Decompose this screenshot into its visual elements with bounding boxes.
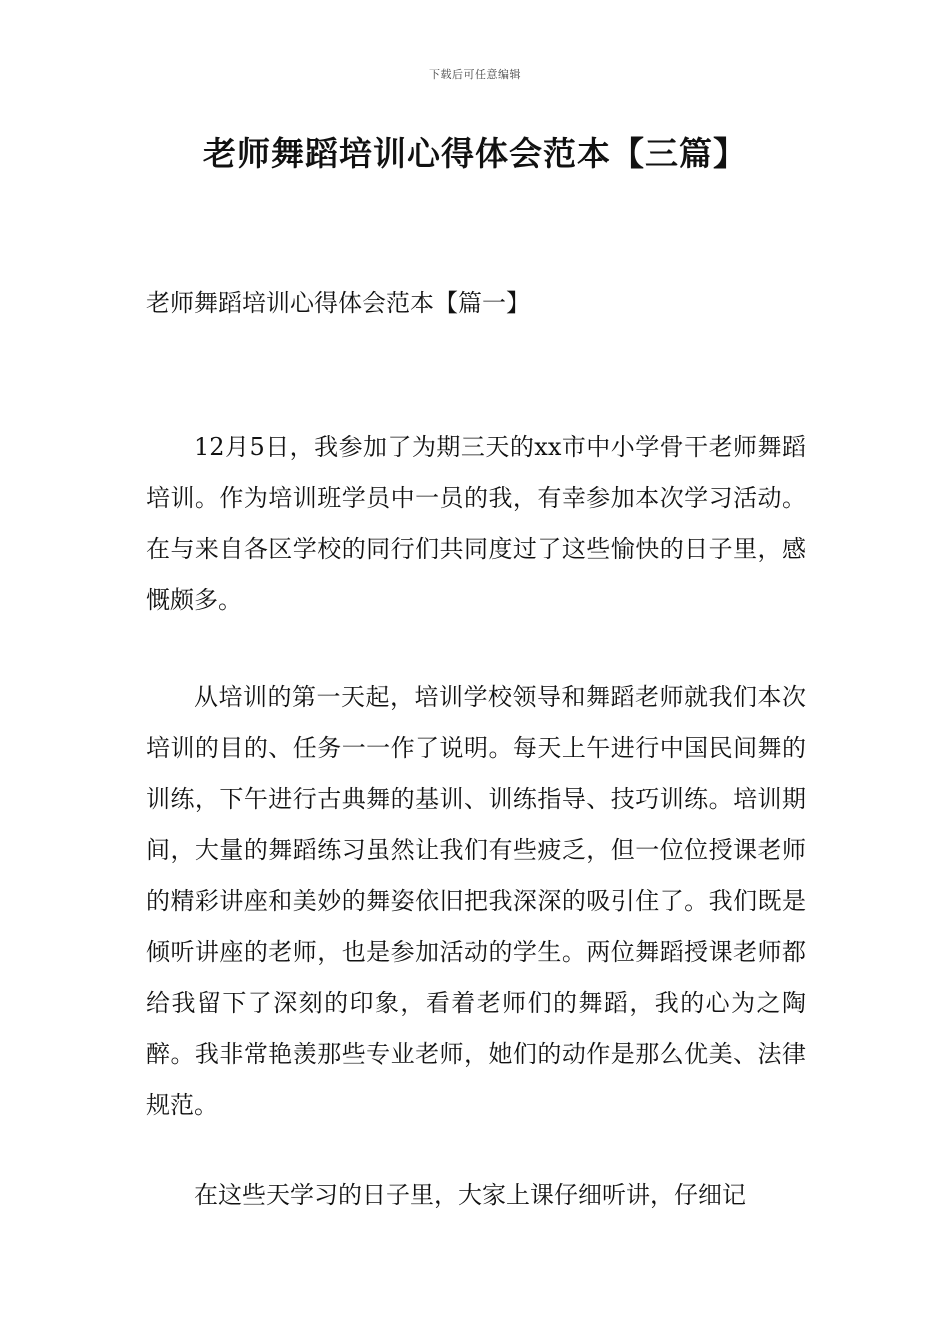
body-paragraph: 在这些天学习的日子里，大家上课仔细听讲，仔细记: [194, 1181, 746, 1209]
section-heading: 老师舞蹈培训心得体会范本【篇一】: [146, 289, 530, 317]
body-paragraph: 从培训的第一天起，培训学校领导和舞蹈老师就我们本次培训的目的、任务一一作了说明。每天上午进行中国民间舞的训练，下午进行古典舞的基训、训练指导、技巧训练。培训期间，大量的舞蹈练习虽然让我们有些疲乏，但一位位授课老师的精彩讲座和美妙的舞姿依旧把我深深的吸引住了。我们既是倾听讲座的老师，也是参加活动的学生。两位舞蹈授课老师都给我留下了深刻的印象，看着老师们的舞蹈，我的心为之陶醉。我非常艳羡那些专业老师，她们的动作是那么优美、法律规范。: [146, 683, 806, 1119]
header-note: 下载后可任意编辑: [429, 68, 521, 81]
document-title: 老师舞蹈培训心得体会范本【三篇】: [203, 134, 747, 173]
body-paragraph: 12月5日，我参加了为期三天的xx市中小学骨干老师舞蹈培训。作为培训班学员中一员的我，有幸参加本次学习活动。在与来自各区学校的同行们共同度过了这些愉快的日子里，感慨颇多。: [146, 433, 806, 614]
